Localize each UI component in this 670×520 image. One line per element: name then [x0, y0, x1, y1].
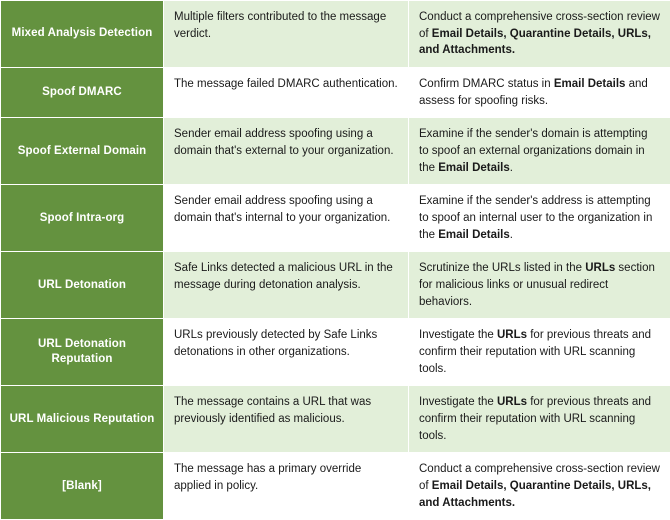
table-row	[1, 118, 670, 185]
detection-type-label: Mixed Analysis Detection	[1, 1, 164, 68]
table-row	[1, 453, 670, 520]
action-text: Investigate the	[419, 396, 497, 408]
table-row	[1, 1, 670, 68]
action-text: .	[510, 162, 513, 174]
detection-description: Safe Links detected a malicious URL in the message during detonation analysis.	[164, 252, 409, 319]
recommended-action	[409, 319, 670, 386]
recommended-action	[409, 185, 670, 252]
recommended-action	[409, 252, 670, 319]
action-emphasis: Email Details, Quarantine Details, URLs, and Attachments.	[419, 480, 651, 509]
detection-type-label: URL Malicious Reputation	[1, 386, 164, 453]
detection-type-label: Spoof Intra-org	[1, 185, 164, 252]
detection-description: Sender email address spoofing using a domain that's internal to your organization.	[164, 185, 409, 252]
table-row	[1, 68, 670, 118]
action-emphasis: Email Details	[554, 78, 626, 90]
detection-description: The message contains a URL that was previously identified as malicious.	[164, 386, 409, 453]
detection-type-label: URL Detonation	[1, 252, 164, 319]
table-row	[1, 252, 670, 319]
action-text: Examine if the sender's address is attempting to spoof an internal user to the organization in the	[419, 195, 652, 240]
detection-type-label: URL Detonation Reputation	[1, 319, 164, 386]
action-emphasis: Email Details	[438, 162, 510, 174]
detection-type-label: Spoof DMARC	[1, 68, 164, 118]
action-emphasis: Email Details, Quarantine Details, URLs, and Attachments.	[419, 28, 651, 57]
recommended-action	[409, 68, 670, 118]
detection-description: The message failed DMARC authentication.	[164, 68, 409, 118]
action-text: section for malicious links or unusual redirect behaviors.	[419, 262, 655, 307]
table-row	[1, 185, 670, 252]
action-emphasis: URLs	[497, 329, 527, 341]
detection-description: The message has a primary override applied in policy.	[164, 453, 409, 520]
action-emphasis: URLs	[585, 262, 615, 274]
action-emphasis: Email Details	[438, 229, 510, 241]
action-text: Conduct a comprehensive cross-section review of	[419, 463, 660, 492]
action-text: for previous threats and confirm their reputation with URL scanning tools.	[419, 396, 651, 441]
detection-type-label: Spoof External Domain	[1, 118, 164, 185]
detection-type-label: [Blank]	[1, 453, 164, 520]
detection-description: URLs previously detected by Safe Links detonations in other organizations.	[164, 319, 409, 386]
recommended-action	[409, 1, 670, 68]
action-text: for previous threats and confirm their reputation with URL scanning tools.	[419, 329, 651, 374]
table-body	[1, 1, 670, 520]
recommended-action	[409, 118, 670, 185]
action-text: Scrutinize the URLs listed in the	[419, 262, 585, 274]
detection-description: Sender email address spoofing using a domain that's external to your organization.	[164, 118, 409, 185]
action-text: Conduct a comprehensive cross-section review of	[419, 11, 660, 40]
action-text: Examine if the sender's domain is attempting to spoof an external organizations domain in the	[419, 128, 647, 173]
action-text: .	[510, 229, 513, 241]
action-emphasis: URLs	[497, 396, 527, 408]
action-text: Confirm DMARC status in	[419, 78, 554, 90]
table-row	[1, 319, 670, 386]
recommended-action	[409, 453, 670, 520]
detection-description: Multiple filters contributed to the message verdict.	[164, 1, 409, 68]
action-text: Investigate the	[419, 329, 497, 341]
action-text: and assess for spoofing risks.	[419, 78, 648, 107]
